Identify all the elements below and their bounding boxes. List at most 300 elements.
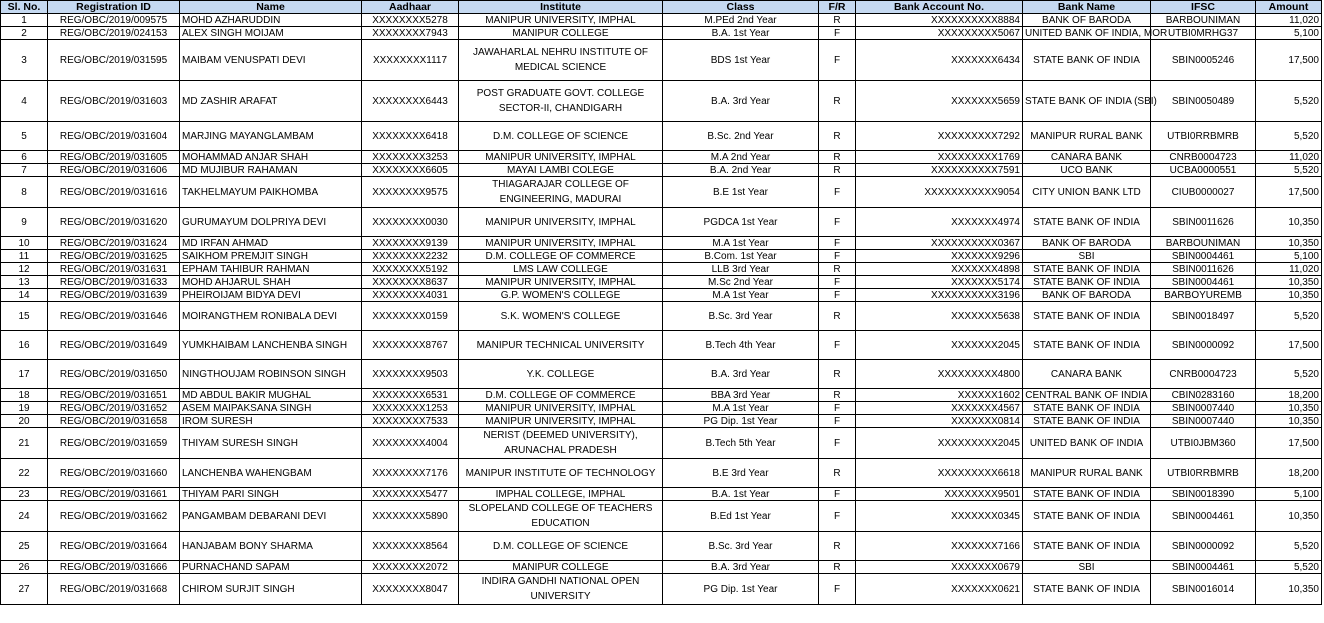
cell-bank-account: XXXXXXXXXX8884 xyxy=(856,14,1023,27)
cell-registration-id: REG/OBC/2019/031631 xyxy=(48,263,180,276)
cell-registration-id: REG/OBC/2019/031625 xyxy=(48,250,180,263)
table-row xyxy=(1,488,1322,501)
cell-sl-no: 27 xyxy=(1,574,48,605)
cell-bank-name: SBI xyxy=(1023,561,1151,574)
cell-ifsc: BARBOUNIMAN xyxy=(1151,237,1256,250)
cell-sl-no: 14 xyxy=(1,289,48,302)
cell-bank-account: XXXXXX1602 xyxy=(856,389,1023,402)
cell-bank-account: XXXXXXXXX4800 xyxy=(856,360,1023,389)
cell-fr: F xyxy=(819,415,856,428)
cell-amount: 10,350 xyxy=(1256,402,1322,415)
cell-fr: F xyxy=(819,27,856,40)
cell-bank-name: STATE BANK OF INDIA xyxy=(1023,276,1151,289)
cell-amount: 10,350 xyxy=(1256,501,1322,532)
cell-name: THIYAM PARI SINGH xyxy=(180,488,362,501)
cell-sl-no: 17 xyxy=(1,360,48,389)
cell-sl-no: 6 xyxy=(1,151,48,164)
cell-bank-name: STATE BANK OF INDIA xyxy=(1023,208,1151,237)
cell-institute: MANIPUR COLLEGE xyxy=(459,27,663,40)
cell-sl-no: 2 xyxy=(1,27,48,40)
cell-institute: MANIPUR UNIVERSITY, IMPHAL xyxy=(459,208,663,237)
cell-bank-name: UNITED BANK OF INDIA, MOR xyxy=(1023,27,1151,40)
cell-bank-account: XXXXXXX9296 xyxy=(856,250,1023,263)
cell-aadhaar: XXXXXXXX9575 xyxy=(362,177,459,208)
cell-aadhaar: XXXXXXXX5278 xyxy=(362,14,459,27)
cell-bank-name: SBI xyxy=(1023,250,1151,263)
cell-registration-id: REG/OBC/2019/031633 xyxy=(48,276,180,289)
cell-registration-id: REG/OBC/2019/031650 xyxy=(48,360,180,389)
table-row xyxy=(1,415,1322,428)
header-class: Class xyxy=(663,1,819,14)
cell-amount: 5,520 xyxy=(1256,302,1322,331)
cell-name: LANCHENBA WAHENGBAM xyxy=(180,459,362,488)
cell-registration-id: REG/OBC/2019/031624 xyxy=(48,237,180,250)
cell-registration-id: REG/OBC/2019/031646 xyxy=(48,302,180,331)
cell-institute: POST GRADUATE GOVT. COLLEGE SECTOR-II, CHANDIGARH xyxy=(459,81,663,122)
cell-institute: MANIPUR UNIVERSITY, IMPHAL xyxy=(459,276,663,289)
cell-name: MOHD AZHARUDDIN xyxy=(180,14,362,27)
cell-name: MOIRANGTHEM RONIBALA DEVI xyxy=(180,302,362,331)
cell-bank-account: XXXXXXX0345 xyxy=(856,501,1023,532)
cell-name: CHIROM SURJIT SINGH xyxy=(180,574,362,605)
cell-registration-id: REG/OBC/2019/031595 xyxy=(48,40,180,81)
cell-aadhaar: XXXXXXXX8767 xyxy=(362,331,459,360)
table-row xyxy=(1,501,1322,532)
cell-fr: F xyxy=(819,501,856,532)
cell-sl-no: 1 xyxy=(1,14,48,27)
cell-aadhaar: XXXXXXXX8564 xyxy=(362,532,459,561)
cell-ifsc: CNRB0004723 xyxy=(1151,151,1256,164)
cell-name: HANJABAM BONY SHARMA xyxy=(180,532,362,561)
cell-bank-name: STATE BANK OF INDIA (SBI) xyxy=(1023,81,1151,122)
cell-class: M.A 1st Year xyxy=(663,237,819,250)
cell-bank-name: STATE BANK OF INDIA xyxy=(1023,501,1151,532)
cell-sl-no: 25 xyxy=(1,532,48,561)
cell-institute: NERIST (DEEMED UNIVERSITY), ARUNACHAL PRADESH xyxy=(459,428,663,459)
cell-fr: R xyxy=(819,389,856,402)
cell-fr: R xyxy=(819,532,856,561)
table-row xyxy=(1,14,1322,27)
table-row xyxy=(1,237,1322,250)
cell-bank-name: MANIPUR RURAL BANK xyxy=(1023,459,1151,488)
cell-institute: SLOPELAND COLLEGE OF TEACHERS EDUCATION xyxy=(459,501,663,532)
cell-bank-account: XXXXXXXXXX0367 xyxy=(856,237,1023,250)
cell-aadhaar: XXXXXXXX1253 xyxy=(362,402,459,415)
cell-aadhaar: XXXXXXXX6531 xyxy=(362,389,459,402)
cell-sl-no: 19 xyxy=(1,402,48,415)
cell-bank-account: XXXXXXXX9501 xyxy=(856,488,1023,501)
cell-amount: 5,520 xyxy=(1256,81,1322,122)
cell-ifsc: SBIN0004461 xyxy=(1151,250,1256,263)
cell-amount: 10,350 xyxy=(1256,276,1322,289)
cell-aadhaar: XXXXXXXX5890 xyxy=(362,501,459,532)
cell-institute: S.K. WOMEN'S COLLEGE xyxy=(459,302,663,331)
cell-amount: 5,100 xyxy=(1256,250,1322,263)
cell-fr: F xyxy=(819,289,856,302)
cell-amount: 10,350 xyxy=(1256,237,1322,250)
cell-aadhaar: XXXXXXXX5477 xyxy=(362,488,459,501)
cell-fr: F xyxy=(819,250,856,263)
cell-name: EPHAM TAHIBUR RAHMAN xyxy=(180,263,362,276)
cell-class: B.A. 1st Year xyxy=(663,27,819,40)
cell-registration-id: REG/OBC/2019/031666 xyxy=(48,561,180,574)
cell-class: M.A 1st Year xyxy=(663,289,819,302)
cell-class: LLB 3rd Year xyxy=(663,263,819,276)
cell-amount: 11,020 xyxy=(1256,151,1322,164)
cell-aadhaar: XXXXXXXX8047 xyxy=(362,574,459,605)
cell-amount: 17,500 xyxy=(1256,428,1322,459)
cell-bank-account: XXXXXXXXX5067 xyxy=(856,27,1023,40)
cell-class: PG Dip. 1st Year xyxy=(663,574,819,605)
cell-ifsc: SBIN0016014 xyxy=(1151,574,1256,605)
cell-class: BBA 3rd Year xyxy=(663,389,819,402)
cell-fr: R xyxy=(819,164,856,177)
cell-registration-id: REG/OBC/2019/031649 xyxy=(48,331,180,360)
cell-ifsc: SBIN0000092 xyxy=(1151,532,1256,561)
table-row xyxy=(1,428,1322,459)
cell-institute: G.P. WOMEN'S COLLEGE xyxy=(459,289,663,302)
table-row xyxy=(1,164,1322,177)
cell-sl-no: 21 xyxy=(1,428,48,459)
cell-class: B.E 1st Year xyxy=(663,177,819,208)
cell-amount: 17,500 xyxy=(1256,40,1322,81)
cell-sl-no: 11 xyxy=(1,250,48,263)
cell-bank-account: XXXXXXX4567 xyxy=(856,402,1023,415)
cell-fr: R xyxy=(819,122,856,151)
cell-name: PURNACHAND SAPAM xyxy=(180,561,362,574)
table-row xyxy=(1,331,1322,360)
cell-institute: D.M. COLLEGE OF SCIENCE xyxy=(459,122,663,151)
cell-name: MD ZASHIR ARAFAT xyxy=(180,81,362,122)
cell-fr: R xyxy=(819,561,856,574)
cell-aadhaar: XXXXXXXX6418 xyxy=(362,122,459,151)
cell-sl-no: 16 xyxy=(1,331,48,360)
cell-institute: MANIPUR UNIVERSITY, IMPHAL xyxy=(459,415,663,428)
cell-bank-name: STATE BANK OF INDIA xyxy=(1023,40,1151,81)
cell-registration-id: REG/OBC/2019/031606 xyxy=(48,164,180,177)
cell-ifsc: SBIN0050489 xyxy=(1151,81,1256,122)
cell-registration-id: REG/OBC/2019/031658 xyxy=(48,415,180,428)
cell-ifsc: UCBA0000551 xyxy=(1151,164,1256,177)
cell-ifsc: BARBOYUREMB xyxy=(1151,289,1256,302)
cell-registration-id: REG/OBC/2019/031651 xyxy=(48,389,180,402)
cell-fr: R xyxy=(819,81,856,122)
cell-institute: IMPHAL COLLEGE, IMPHAL xyxy=(459,488,663,501)
cell-fr: F xyxy=(819,402,856,415)
header-amount: Amount xyxy=(1256,1,1322,14)
cell-name: IROM SURESH xyxy=(180,415,362,428)
cell-fr: F xyxy=(819,331,856,360)
table-row xyxy=(1,250,1322,263)
cell-name: ALEX SINGH MOIJAM xyxy=(180,27,362,40)
table-row xyxy=(1,402,1322,415)
cell-fr: R xyxy=(819,360,856,389)
header-sl-no: Sl. No. xyxy=(1,1,48,14)
cell-amount: 11,020 xyxy=(1256,14,1322,27)
cell-registration-id: REG/OBC/2019/031659 xyxy=(48,428,180,459)
cell-aadhaar: XXXXXXXX0159 xyxy=(362,302,459,331)
cell-ifsc: BARBOUNIMAN xyxy=(1151,14,1256,27)
cell-name: NINGTHOUJAM ROBINSON SINGH xyxy=(180,360,362,389)
cell-ifsc: UTBI0RRBMRB xyxy=(1151,459,1256,488)
cell-amount: 5,100 xyxy=(1256,27,1322,40)
cell-amount: 5,520 xyxy=(1256,532,1322,561)
cell-amount: 5,520 xyxy=(1256,164,1322,177)
cell-aadhaar: XXXXXXXX7943 xyxy=(362,27,459,40)
cell-name: THIYAM SURESH SINGH xyxy=(180,428,362,459)
cell-ifsc: SBIN0007440 xyxy=(1151,402,1256,415)
cell-ifsc: SBIN0018497 xyxy=(1151,302,1256,331)
cell-class: PGDCA 1st Year xyxy=(663,208,819,237)
cell-bank-account: XXXXXXXXXX7591 xyxy=(856,164,1023,177)
cell-bank-account: XXXXXXX2045 xyxy=(856,331,1023,360)
cell-bank-account: XXXXXXX5174 xyxy=(856,276,1023,289)
cell-fr: R xyxy=(819,302,856,331)
cell-fr: F xyxy=(819,40,856,81)
cell-sl-no: 23 xyxy=(1,488,48,501)
cell-bank-name: STATE BANK OF INDIA xyxy=(1023,402,1151,415)
cell-amount: 10,350 xyxy=(1256,289,1322,302)
cell-name: SAIKHOM PREMJIT SINGH xyxy=(180,250,362,263)
cell-registration-id: REG/OBC/2019/031605 xyxy=(48,151,180,164)
cell-bank-account: XXXXXXX5638 xyxy=(856,302,1023,331)
cell-name: MAIBAM VENUSPATI DEVI xyxy=(180,40,362,81)
cell-institute: D.M. COLLEGE OF SCIENCE xyxy=(459,532,663,561)
cell-aadhaar: XXXXXXXX7176 xyxy=(362,459,459,488)
cell-amount: 10,350 xyxy=(1256,415,1322,428)
cell-sl-no: 10 xyxy=(1,237,48,250)
header-aadhaar: Aadhaar xyxy=(362,1,459,14)
cell-class: M.Sc 2nd Year xyxy=(663,276,819,289)
cell-class: B.Tech 5th Year xyxy=(663,428,819,459)
cell-sl-no: 4 xyxy=(1,81,48,122)
cell-amount: 5,520 xyxy=(1256,122,1322,151)
cell-registration-id: REG/OBC/2019/024153 xyxy=(48,27,180,40)
cell-bank-name: STATE BANK OF INDIA xyxy=(1023,331,1151,360)
cell-class: M.A 2nd Year xyxy=(663,151,819,164)
cell-bank-account: XXXXXXXXX6618 xyxy=(856,459,1023,488)
cell-ifsc: SBIN0011626 xyxy=(1151,208,1256,237)
cell-amount: 11,020 xyxy=(1256,263,1322,276)
cell-bank-name: STATE BANK OF INDIA xyxy=(1023,302,1151,331)
cell-amount: 17,500 xyxy=(1256,331,1322,360)
cell-amount: 17,500 xyxy=(1256,177,1322,208)
table-row xyxy=(1,151,1322,164)
cell-fr: F xyxy=(819,428,856,459)
cell-bank-account: XXXXXXXXX1769 xyxy=(856,151,1023,164)
cell-bank-account: XXXXXXX0814 xyxy=(856,415,1023,428)
cell-fr: R xyxy=(819,263,856,276)
cell-institute: MANIPUR UNIVERSITY, IMPHAL xyxy=(459,402,663,415)
cell-registration-id: REG/OBC/2019/031620 xyxy=(48,208,180,237)
cell-fr: R xyxy=(819,14,856,27)
header-bank-name: Bank Name xyxy=(1023,1,1151,14)
cell-institute: MANIPUR UNIVERSITY, IMPHAL xyxy=(459,151,663,164)
cell-class: B.Ed 1st Year xyxy=(663,501,819,532)
cell-bank-account: XXXXXXX6434 xyxy=(856,40,1023,81)
cell-sl-no: 20 xyxy=(1,415,48,428)
cell-name: MD ABDUL BAKIR MUGHAL xyxy=(180,389,362,402)
cell-bank-name: CENTRAL BANK OF INDIA xyxy=(1023,389,1151,402)
cell-class: B.E 3rd Year xyxy=(663,459,819,488)
cell-ifsc: SBIN0000092 xyxy=(1151,331,1256,360)
cell-fr: R xyxy=(819,459,856,488)
cell-ifsc: CBIN0283160 xyxy=(1151,389,1256,402)
cell-ifsc: UTBI0JBM360 xyxy=(1151,428,1256,459)
cell-fr: F xyxy=(819,276,856,289)
cell-sl-no: 15 xyxy=(1,302,48,331)
cell-aadhaar: XXXXXXXX9503 xyxy=(362,360,459,389)
cell-institute: D.M. COLLEGE OF COMMERCE xyxy=(459,389,663,402)
cell-ifsc: SBIN0004461 xyxy=(1151,276,1256,289)
cell-ifsc: SBIN0018390 xyxy=(1151,488,1256,501)
cell-sl-no: 5 xyxy=(1,122,48,151)
cell-institute: JAWAHARLAL NEHRU INSTITUTE OF MEDICAL SCIENCE xyxy=(459,40,663,81)
cell-ifsc: SBIN0004461 xyxy=(1151,561,1256,574)
table-row xyxy=(1,122,1322,151)
cell-fr: F xyxy=(819,177,856,208)
cell-bank-name: BANK OF BARODA xyxy=(1023,289,1151,302)
cell-institute: MAYAI LAMBI COLEGE xyxy=(459,164,663,177)
cell-class: B.Sc. 3rd Year xyxy=(663,302,819,331)
header-row xyxy=(1,1,1322,14)
cell-ifsc: SBIN0011626 xyxy=(1151,263,1256,276)
cell-name: ASEM MAIPAKSANA SINGH xyxy=(180,402,362,415)
cell-aadhaar: XXXXXXXX3253 xyxy=(362,151,459,164)
cell-aadhaar: XXXXXXXX4031 xyxy=(362,289,459,302)
cell-ifsc: CIUB0000027 xyxy=(1151,177,1256,208)
cell-bank-name: STATE BANK OF INDIA xyxy=(1023,532,1151,561)
cell-aadhaar: XXXXXXXX7533 xyxy=(362,415,459,428)
table-row xyxy=(1,459,1322,488)
cell-name: MD MUJIBUR RAHAMAN xyxy=(180,164,362,177)
cell-fr: F xyxy=(819,574,856,605)
cell-bank-name: BANK OF BARODA xyxy=(1023,237,1151,250)
cell-name: PHEIROIJAM BIDYA DEVI xyxy=(180,289,362,302)
cell-name: MARJING MAYANGLAMBAM xyxy=(180,122,362,151)
cell-registration-id: REG/OBC/2019/031616 xyxy=(48,177,180,208)
cell-fr: R xyxy=(819,151,856,164)
cell-institute: Y.K. COLLEGE xyxy=(459,360,663,389)
cell-name: GURUMAYUM DOLPRIYA DEVI xyxy=(180,208,362,237)
cell-institute: D.M. COLLEGE OF COMMERCE xyxy=(459,250,663,263)
cell-institute: MANIPUR COLLEGE xyxy=(459,561,663,574)
cell-sl-no: 24 xyxy=(1,501,48,532)
cell-aadhaar: XXXXXXXX5192 xyxy=(362,263,459,276)
cell-bank-name: STATE BANK OF INDIA xyxy=(1023,488,1151,501)
cell-sl-no: 26 xyxy=(1,561,48,574)
cell-ifsc: SBIN0005246 xyxy=(1151,40,1256,81)
cell-institute: THIAGARAJAR COLLEGE OF ENGINEERING, MADURAI xyxy=(459,177,663,208)
cell-bank-account: XXXXXXX5659 xyxy=(856,81,1023,122)
table-row xyxy=(1,40,1322,81)
cell-amount: 5,520 xyxy=(1256,360,1322,389)
header-name: Name xyxy=(180,1,362,14)
cell-registration-id: REG/OBC/2019/031639 xyxy=(48,289,180,302)
cell-amount: 10,350 xyxy=(1256,574,1322,605)
cell-sl-no: 22 xyxy=(1,459,48,488)
cell-bank-account: XXXXXXX0621 xyxy=(856,574,1023,605)
cell-bank-name: UCO BANK xyxy=(1023,164,1151,177)
cell-institute: MANIPUR INSTITUTE OF TECHNOLOGY xyxy=(459,459,663,488)
cell-sl-no: 12 xyxy=(1,263,48,276)
cell-registration-id: REG/OBC/2019/031604 xyxy=(48,122,180,151)
cell-bank-account: XXXXXXXXX2045 xyxy=(856,428,1023,459)
cell-registration-id: REG/OBC/2019/031661 xyxy=(48,488,180,501)
table-row xyxy=(1,302,1322,331)
cell-class: B.A. 1st Year xyxy=(663,488,819,501)
cell-bank-name: UNITED BANK OF INDIA xyxy=(1023,428,1151,459)
table-row xyxy=(1,389,1322,402)
cell-bank-name: CITY UNION BANK LTD xyxy=(1023,177,1151,208)
cell-registration-id: REG/OBC/2019/031664 xyxy=(48,532,180,561)
cell-name: MOHD AHJARUL SHAH xyxy=(180,276,362,289)
table-row xyxy=(1,561,1322,574)
cell-name: TAKHELMAYUM PAIKHOMBA xyxy=(180,177,362,208)
cell-bank-name: STATE BANK OF INDIA xyxy=(1023,263,1151,276)
cell-ifsc: UTBI0RRBMRB xyxy=(1151,122,1256,151)
header-ifsc: IFSC xyxy=(1151,1,1256,14)
cell-fr: F xyxy=(819,488,856,501)
cell-institute: MANIPUR UNIVERSITY, IMPHAL xyxy=(459,14,663,27)
cell-sl-no: 8 xyxy=(1,177,48,208)
cell-institute: MANIPUR UNIVERSITY, IMPHAL xyxy=(459,237,663,250)
cell-aadhaar: XXXXXXXX2232 xyxy=(362,250,459,263)
cell-ifsc: SBIN0004461 xyxy=(1151,501,1256,532)
cell-bank-name: STATE BANK OF INDIA xyxy=(1023,415,1151,428)
cell-bank-name: CANARA BANK xyxy=(1023,151,1151,164)
cell-bank-name: STATE BANK OF INDIA xyxy=(1023,574,1151,605)
cell-class: M.PEd 2nd Year xyxy=(663,14,819,27)
cell-bank-account: XXXXXXX4898 xyxy=(856,263,1023,276)
cell-name: MD IRFAN AHMAD xyxy=(180,237,362,250)
cell-class: B.A. 3rd Year xyxy=(663,561,819,574)
cell-class: PG Dip. 1st Year xyxy=(663,415,819,428)
cell-fr: F xyxy=(819,208,856,237)
cell-class: B.Com. 1st Year xyxy=(663,250,819,263)
cell-class: B.A. 2nd Year xyxy=(663,164,819,177)
cell-class: B.Sc. 3rd Year xyxy=(663,532,819,561)
cell-sl-no: 3 xyxy=(1,40,48,81)
cell-institute: INDIRA GANDHI NATIONAL OPEN UNIVERSITY xyxy=(459,574,663,605)
cell-ifsc: SBIN0007440 xyxy=(1151,415,1256,428)
cell-class: B.Tech 4th Year xyxy=(663,331,819,360)
cell-bank-account: XXXXXXXXXX3196 xyxy=(856,289,1023,302)
cell-sl-no: 7 xyxy=(1,164,48,177)
cell-class: B.A. 3rd Year xyxy=(663,81,819,122)
table-row xyxy=(1,532,1322,561)
cell-aadhaar: XXXXXXXX0030 xyxy=(362,208,459,237)
cell-fr: F xyxy=(819,237,856,250)
header-institute: Institute xyxy=(459,1,663,14)
cell-ifsc: CNRB0004723 xyxy=(1151,360,1256,389)
cell-amount: 18,200 xyxy=(1256,389,1322,402)
cell-institute: LMS LAW COLLEGE xyxy=(459,263,663,276)
cell-amount: 10,350 xyxy=(1256,208,1322,237)
cell-sl-no: 9 xyxy=(1,208,48,237)
cell-ifsc: UTBI0MRHG37 xyxy=(1151,27,1256,40)
cell-bank-name: BANK OF BARODA xyxy=(1023,14,1151,27)
header-fr: F/R xyxy=(819,1,856,14)
cell-bank-name: MANIPUR RURAL BANK xyxy=(1023,122,1151,151)
cell-aadhaar: XXXXXXXX6605 xyxy=(362,164,459,177)
cell-bank-account: XXXXXXX4974 xyxy=(856,208,1023,237)
cell-registration-id: REG/OBC/2019/031660 xyxy=(48,459,180,488)
cell-registration-id: REG/OBC/2019/031603 xyxy=(48,81,180,122)
cell-sl-no: 13 xyxy=(1,276,48,289)
cell-class: M.A 1st Year xyxy=(663,402,819,415)
table-row xyxy=(1,208,1322,237)
